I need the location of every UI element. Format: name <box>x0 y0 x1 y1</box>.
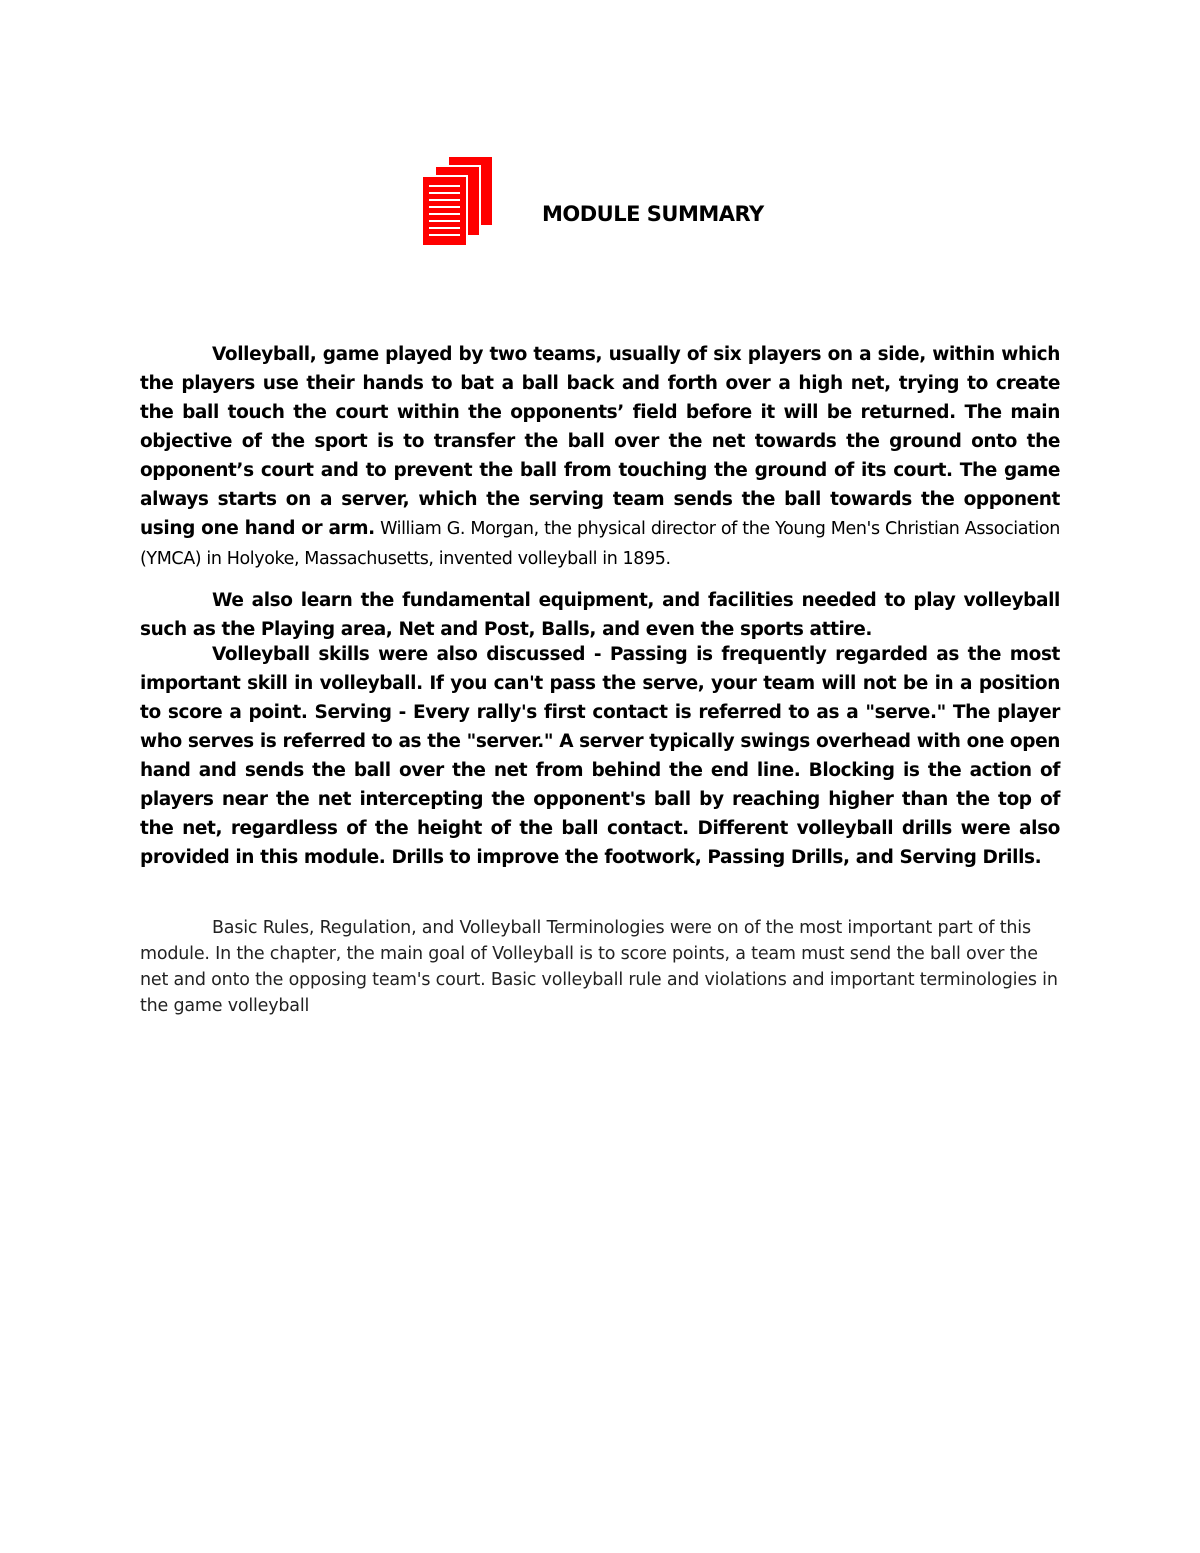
summary-paragraph-1 <box>140 340 1060 574</box>
summary-paragraph-3: Volleyball skills were also discussed - Passing is frequently regarded as the most important skill in volleyball. If you can't pass the serve, your team will not be in a position to score a point. Serving - Every rally's first contact is referred to as a "serve." The player who serves is referred to as the "server." A server typically swings overhead with one open hand and sends the ball over the net from behind the end line. Blocking is the action of players near the net intercepting the opponent's ball by reaching higher than the top of the net, regardless of the height of the ball contact. Different volleyball drills were also provided in this module. Drills to improve the footwork, Passing Drills, and Serving Drills. <box>140 644 1060 868</box>
summary-paragraph-2: We also learn the fundamental equipment, and facilities needed to play volleyball such as the Playing area, Net and Post, Balls, and even the sports attire. <box>140 590 1060 640</box>
summary-paragraph-1-history: William G. Morgan, the physical director of the Young Men's Christian Association (YMCA) in Holyoke, Massachusetts, invented volleyball in 1895. <box>140 519 1060 569</box>
document-stack-icon <box>420 154 496 248</box>
page-title: MODULE SUMMARY <box>542 202 764 226</box>
summary-paragraph-4: Basic Rules, Regulation, and Volleyball Terminologies were on of the most important part of this module. In the chapter, the main goal of Volleyball is to score points, a team must send the ball over the net and onto the opposing team's court. Basic volleyball rule and violations and important terminologies in the game volleyball <box>140 918 1058 1016</box>
summary-paragraph-1-bold: Volleyball, game played by two teams, usually of six players on a side, within which the players use their hands to bat a ball back and forth over a high net, trying to create the ball touch the court within the opponents’ field before it will be returned. The main objective of the sport is to transfer the ball over the net towards the ground onto the opponent’s court and to prevent the ball from touching the ground of its court. The game always starts on a server, which the serving team sends the ball towards the opponent using one hand or arm. <box>140 344 1060 539</box>
